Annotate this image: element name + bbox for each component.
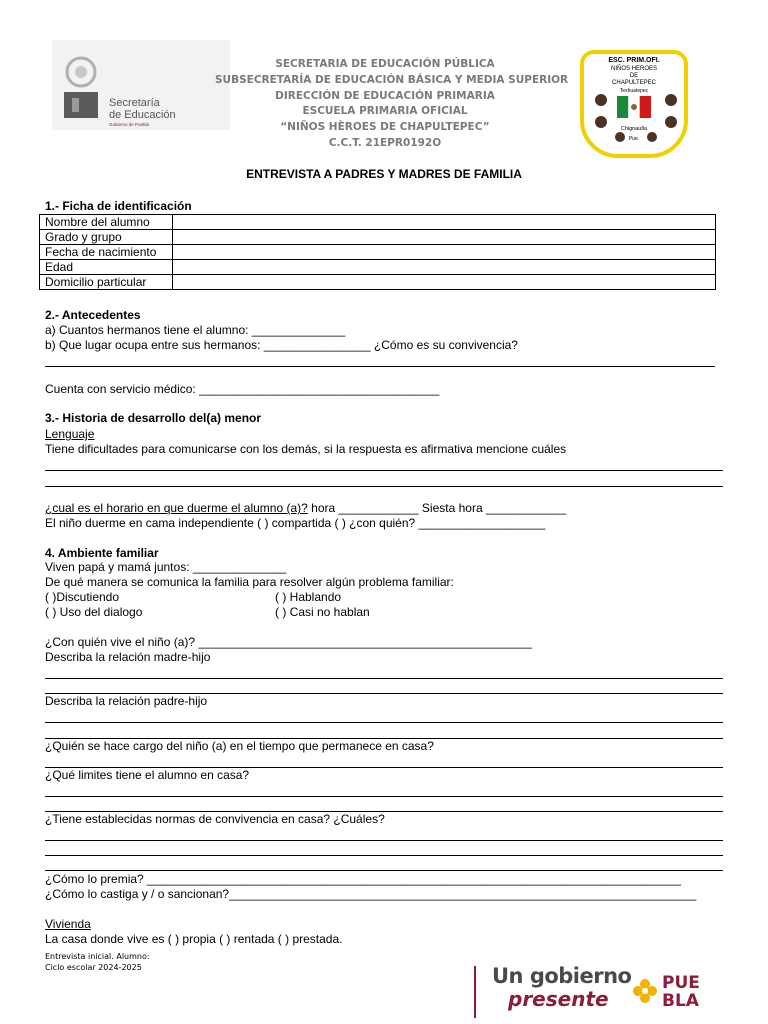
sep-logo xyxy=(52,40,230,130)
header-line4: ESCUELA PRIMARIA OFICIAL xyxy=(302,105,468,118)
puebla-flower-icon xyxy=(630,976,660,1006)
table-row xyxy=(40,230,716,245)
section1-heading: 1.- Ficha de identificación xyxy=(45,199,192,213)
answer-line[interactable] xyxy=(45,870,723,871)
footer-line1: Entrevista inicial. Alumno: xyxy=(45,952,150,961)
row-label: Nombre del alumno xyxy=(40,215,173,230)
question-con-quien-vive: ¿Con quién vive el niño (a)? __________________________________________________ xyxy=(45,635,533,649)
question-casa: La casa donde vive es ( ) propia ( ) rentada ( ) prestada. xyxy=(45,932,343,946)
answer-line[interactable] xyxy=(45,470,723,471)
option-casi-no-hablan[interactable]: ( ) Casi no hablan xyxy=(275,605,370,619)
puebla-logo-line2: BLA xyxy=(662,991,699,1011)
table-row xyxy=(40,260,716,275)
option-dialogo[interactable]: ( ) Uso del dialogo xyxy=(45,605,143,619)
section4-heading: 4. Ambiente familiar xyxy=(45,546,159,560)
question-relacion-madre: Describa la relación madre-hijo xyxy=(45,650,211,664)
question-premia: ¿Cómo lo premia? ________________________________________________________________________________ xyxy=(45,872,681,886)
seal-top: ESC. PRIM.OFI. xyxy=(608,57,660,64)
row-label: Grado y grupo xyxy=(40,230,173,245)
question-normas: ¿Tiene establecidas normas de convivencia en casa? ¿Cuáles? xyxy=(45,812,385,826)
row-value[interactable] xyxy=(173,275,716,290)
question-relacion-padre: Describa la relación padre-hijo xyxy=(45,694,208,708)
school-seal xyxy=(580,50,688,158)
question-cargo-nino: ¿Quién se hace cargo del niño (a) en el tiempo que permanece en casa? xyxy=(45,739,434,753)
question-horario xyxy=(45,501,566,515)
identification-table xyxy=(39,214,716,290)
question-hermanos: a) Cuantos hermanos tiene el alumno: ______________ xyxy=(45,323,346,337)
question-limites: ¿Qué limites tiene el alumno en casa? xyxy=(45,768,250,782)
table-row xyxy=(40,215,716,230)
row-value[interactable] xyxy=(173,230,716,245)
seal-name3: CHAPULTEPEC xyxy=(612,80,656,86)
gobierno-logo-line1: Un gobierno xyxy=(492,964,632,988)
sep-logo-line2: de Educación xyxy=(109,109,176,121)
answer-line[interactable] xyxy=(45,855,723,856)
answer-line[interactable] xyxy=(45,486,723,487)
seal-place2: Chignautla xyxy=(620,126,648,132)
section2-heading: 2.- Antecedentes xyxy=(45,308,141,322)
footer-divider xyxy=(474,966,476,1018)
section3-heading: 3.- Historia de desarrollo del(a) menor xyxy=(45,411,262,425)
footer-note xyxy=(45,951,150,973)
question-viven-juntos: Viven papá y mamá juntos: ______________ xyxy=(45,560,287,574)
footer-line2: Ciclo escolar 2024-2025 xyxy=(45,963,142,972)
row-label: Fecha de nacimiento xyxy=(40,245,173,260)
puebla-logo-line1: PUE xyxy=(662,973,700,993)
table-row xyxy=(40,275,716,290)
header-line2: SUBSECRETARÍA DE EDUCACIÓN BÁSICA Y MEDIA SUPERIOR xyxy=(215,73,569,86)
sep-emblem-icon xyxy=(58,50,104,122)
sep-logo-line1: Secretaría xyxy=(109,97,160,109)
seal-place3: Pue. xyxy=(628,136,640,142)
subheading-lenguaje: Lenguaje xyxy=(45,427,95,441)
question-horario-text: ¿cual es el horario en que duerme el alumno (a)? xyxy=(45,501,308,515)
header-line5: “NIÑOS HÈROES DE CHAPULTEPEC” xyxy=(280,121,490,134)
row-value[interactable] xyxy=(173,260,716,275)
answer-line[interactable] xyxy=(45,366,715,367)
seal-name2: DE xyxy=(629,73,639,79)
option-discutiendo[interactable]: ( )Discutiendo xyxy=(45,590,120,604)
header-line1: SECRETARIA DE EDUCACIÓN PÚBLICA xyxy=(275,58,495,70)
header-line6: C.C.T. 21EPR0192O xyxy=(328,136,442,149)
question-dificultades: Tiene dificultades para comunicarse con los demás, si la respuesta es afirmativa mencione cuáles xyxy=(45,442,567,456)
seal-place1: Texhuatepec xyxy=(619,88,649,94)
row-label: Edad xyxy=(40,260,173,275)
option-hablando[interactable]: ( ) Hablando xyxy=(275,590,342,604)
sep-logo-line3: Gobierno de Puebla xyxy=(109,122,150,127)
gobierno-logo-line2: presente xyxy=(508,987,609,1011)
question-cama: El niño duerme en cama independiente ( ) compartida ( ) ¿con quién? ___________________ xyxy=(45,516,546,530)
answer-line[interactable] xyxy=(45,840,723,841)
question-comunicacion: De qué manera se comunica la familia para resolver algún problema familiar: xyxy=(45,575,454,589)
row-value[interactable] xyxy=(173,215,716,230)
row-label: Domicilio particular xyxy=(40,275,173,290)
subheading-vivienda: Vivienda xyxy=(45,917,91,931)
seal-name1: NIÑOS HEROES xyxy=(610,66,657,72)
institution-header xyxy=(215,57,569,152)
question-lugar-hermanos: b) Que lugar ocupa entre sus hermanos: ________________ ¿Cómo es su convivencia? xyxy=(45,338,518,352)
question-servicio-medico: Cuenta con servicio médico: ____________________________________ xyxy=(45,382,440,396)
question-castiga: ¿Cómo lo castiga y / o sancionan?______________________________________________________________________ xyxy=(45,887,697,901)
answer-line[interactable] xyxy=(45,678,723,679)
answer-line[interactable] xyxy=(45,722,723,723)
header-line3: DIRECCIÓN DE EDUCACIÓN PRIMARIA xyxy=(275,89,495,102)
answer-line[interactable] xyxy=(45,796,723,797)
row-value[interactable] xyxy=(173,245,716,260)
document-title: ENTREVISTA A PADRES Y MADRES DE FAMILIA xyxy=(246,167,522,181)
table-row xyxy=(40,245,716,260)
question-horario-fields: hora ____________ Siesta hora ____________ xyxy=(307,501,567,515)
